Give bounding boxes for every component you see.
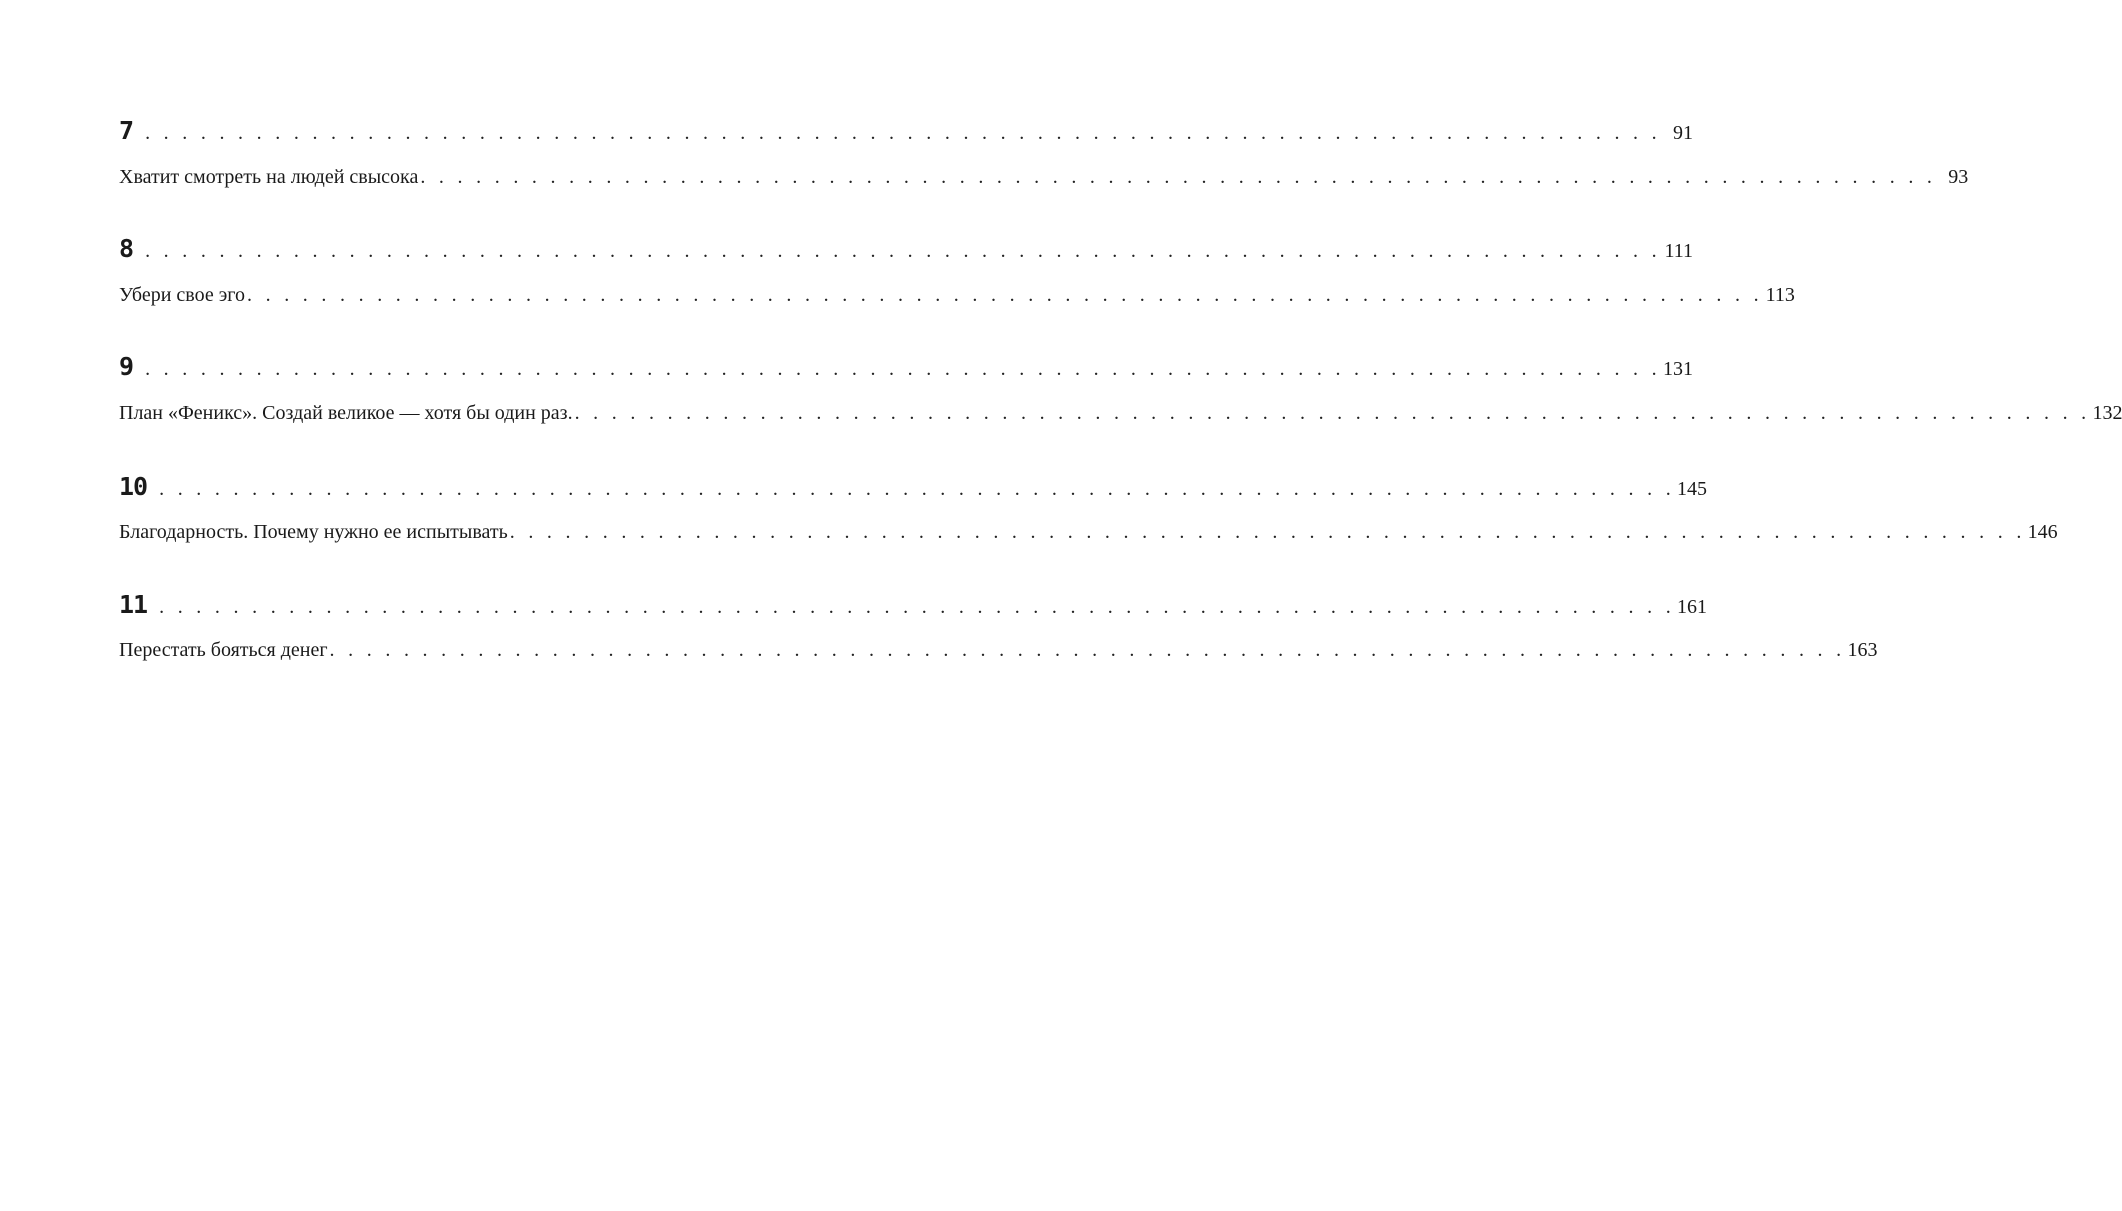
dot-leader: . . . . . . . . . . . . . . . . . . . . . . . . . . . . . . . . . . . . . . . . . . . . . . . . . . . . . . . . . . . . . . . . . . . . . . . . . . . . . . . . . .: [145, 358, 1661, 380]
page-number: 113: [1765, 284, 1795, 306]
toc-entry[interactable]: [119, 515, 2058, 549]
dot-leader: . . . . . . . . . . . . . . . . . . . . . . . . . . . . . . . . . . . . . . . . . . . . . . . . . . . . . . . . . . . . . . . . . . . . . . . . . . . . . . . . . .: [574, 402, 2091, 424]
page-number: 131: [1662, 358, 1693, 380]
entry-title: План «Феникс». Создай великое — хотя бы один раз.: [119, 402, 573, 424]
toc-chapter-8[interactable]: [119, 232, 1693, 266]
page-number: 161: [1677, 596, 1708, 618]
page-number: 93: [1948, 166, 1969, 188]
page-number: 145: [1677, 478, 1708, 500]
entry-title: Благодарность. Почему нужно ее испытывать: [119, 521, 508, 543]
toc-chapter-10[interactable]: [119, 470, 1708, 504]
dot-leader: . . . . . . . . . . . . . . . . . . . . . . . . . . . . . . . . . . . . . . . . . . . . . . . . . . . . . . . . . . . . . . . . . . . . . . . . . . . . . . . . . .: [247, 284, 1763, 306]
entry-title: Убери свое эго: [119, 284, 245, 306]
dot-leader: . . . . . . . . . . . . . . . . . . . . . . . . . . . . . . . . . . . . . . . . . . . . . . . . . . . . . . . . . . . . . . . . . . . . . . . . . . . . . . . . . .: [145, 240, 1661, 262]
page-number: 132: [2092, 402, 2122, 424]
toc-chapter-9[interactable]: [119, 350, 1693, 384]
chapter-number: 8: [119, 234, 134, 263]
toc-chapter-11[interactable]: [119, 588, 1708, 622]
chapter-number: 7: [119, 116, 134, 145]
page-number: 163: [1847, 639, 1878, 661]
chapter-number: 10: [119, 472, 148, 501]
dot-leader: . . . . . . . . . . . . . . . . . . . . . . . . . . . . . . . . . . . . . . . . . . . . . . . . . . . . . . . . . . . . . . . . . . . . . . . . . . . . . . . . . .: [159, 596, 1676, 618]
dot-leader: . . . . . . . . . . . . . . . . . . . . . . . . . . . . . . . . . . . . . . . . . . . . . . . . . . . . . . . . . . . . . . . . . . . . . . . . . . . . . . . . . .: [145, 122, 1661, 144]
toc-chapter-7[interactable]: [119, 114, 1693, 148]
dot-leader: . . . . . . . . . . . . . . . . . . . . . . . . . . . . . . . . . . . . . . . . . . . . . . . . . . . . . . . . . . . . . . . . . . . . . . . . . . . . . . . . . .: [329, 639, 1846, 661]
entry-title: Хватит смотреть на людей свысока: [119, 166, 419, 188]
toc-entry[interactable]: [119, 278, 1795, 312]
chapter-number: 11: [119, 590, 148, 619]
dot-leader: . . . . . . . . . . . . . . . . . . . . . . . . . . . . . . . . . . . . . . . . . . . . . . . . . . . . . . . . . . . . . . . . . . . . . . . . . . . . . . . . . .: [159, 478, 1676, 500]
chapter-number: 9: [119, 352, 134, 381]
toc-entry[interactable]: [119, 396, 2122, 430]
page-number: 111: [1664, 240, 1693, 262]
toc-entry[interactable]: [119, 633, 1878, 667]
page-number: 146: [2027, 521, 2058, 543]
entry-title: Перестать бояться денег: [119, 639, 328, 661]
dot-leader: . . . . . . . . . . . . . . . . . . . . . . . . . . . . . . . . . . . . . . . . . . . . . . . . . . . . . . . . . . . . . . . . . . . . . . . . . . . . . . . . . .: [420, 166, 1937, 188]
dot-leader: . . . . . . . . . . . . . . . . . . . . . . . . . . . . . . . . . . . . . . . . . . . . . . . . . . . . . . . . . . . . . . . . . . . . . . . . . . . . . . . . . .: [509, 521, 2026, 543]
toc-entry[interactable]: [119, 160, 1969, 194]
page-number: 91: [1672, 122, 1693, 144]
